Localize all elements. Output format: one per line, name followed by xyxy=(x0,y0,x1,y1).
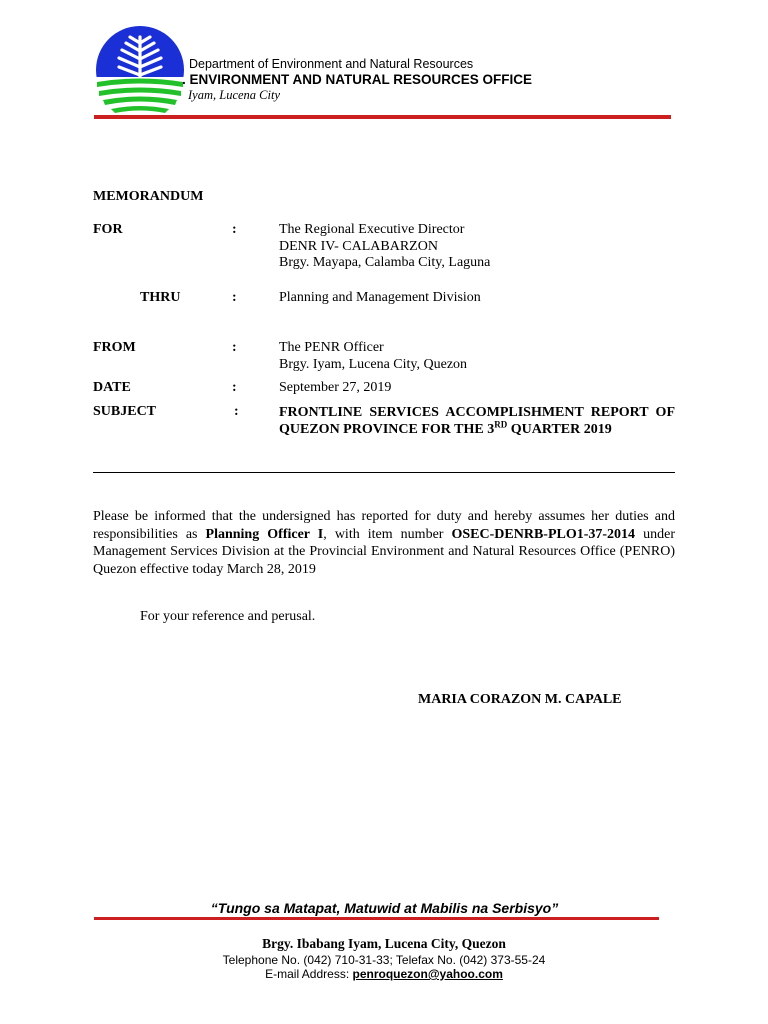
date-value: September 27, 2019 xyxy=(279,380,392,395)
closing-line: For your reference and perusal. xyxy=(140,609,316,624)
subject-text: FRONTLINE SERVICES ACCOMPLISHMENT REPORT OF QUEZON PROVINCE FOR THE 3 xyxy=(279,405,675,437)
body-text: , with item number xyxy=(323,526,452,542)
subject-value xyxy=(279,404,675,438)
header-divider xyxy=(93,472,675,473)
letterhead-divider xyxy=(94,115,671,119)
for-label: FOR xyxy=(93,222,123,237)
footer-email-line xyxy=(0,967,768,981)
thru-label: THRU xyxy=(140,290,181,305)
memo-title: MEMORANDUM xyxy=(93,189,204,204)
footer-tagline: “Tungo sa Matapat, Matuwid at Mabilis na Serbisyo” xyxy=(210,900,559,916)
footer-address: Brgy. Ibabang Iyam, Lucena City, Quezon xyxy=(262,936,506,951)
for-colon: : xyxy=(232,222,237,237)
from-colon: : xyxy=(232,340,237,355)
signatory-name: MARIA CORAZON M. CAPALE xyxy=(418,692,622,707)
subject-text-end: QUARTER 2019 xyxy=(507,422,612,437)
for-line: Brgy. Mayapa, Calamba City, Laguna xyxy=(279,255,491,270)
for-line: DENR IV- CALABARZON xyxy=(279,238,438,254)
from-label: FROM xyxy=(93,340,136,355)
email-link[interactable]: penroquezon@yahoo.com xyxy=(352,967,503,981)
body-paragraph xyxy=(93,508,675,578)
for-value xyxy=(279,222,490,272)
date-colon: : xyxy=(232,380,237,395)
email-label: E-mail Address: xyxy=(265,967,353,981)
from-line: The PENR Officer xyxy=(279,340,384,355)
subject-colon: : xyxy=(234,404,239,419)
from-value xyxy=(279,340,467,373)
subject-label: SUBJECT xyxy=(93,404,157,419)
letterhead-department: Department of Environment and Natural Resources xyxy=(189,57,474,71)
thru-value: Planning and Management Division xyxy=(279,290,481,305)
letterhead-office: . ENVIRONMENT AND NATURAL RESOURCES OFFICE xyxy=(182,72,533,87)
denr-tree-logo-icon xyxy=(95,25,185,115)
footer-divider xyxy=(94,917,659,920)
for-line: The Regional Executive Director xyxy=(279,222,465,237)
thru-colon: : xyxy=(232,290,237,305)
subject-ordinal: RD xyxy=(494,419,508,430)
date-label: DATE xyxy=(93,380,131,395)
letterhead-address: Iyam, Lucena City xyxy=(188,88,280,102)
from-line: Brgy. Iyam, Lucena City, Quezon xyxy=(279,356,468,372)
item-number: OSEC-DENRB-PLO1-37-2014 xyxy=(451,526,636,542)
body-text: Please be informed that the undersigned has reported for duty and hereby assumes her duties and responsibilities as xyxy=(93,509,675,542)
footer-telephone: Telephone No. (042) 710-31-33; Telefax No. (042) 373-55-24 xyxy=(222,953,546,967)
body-text: under Management Services Division at the Provincial Environment and Natural Resources Office (PENRO) Quezon effective today March 28, 2019 xyxy=(93,526,675,577)
position-title: Planning Officer I xyxy=(205,526,324,542)
